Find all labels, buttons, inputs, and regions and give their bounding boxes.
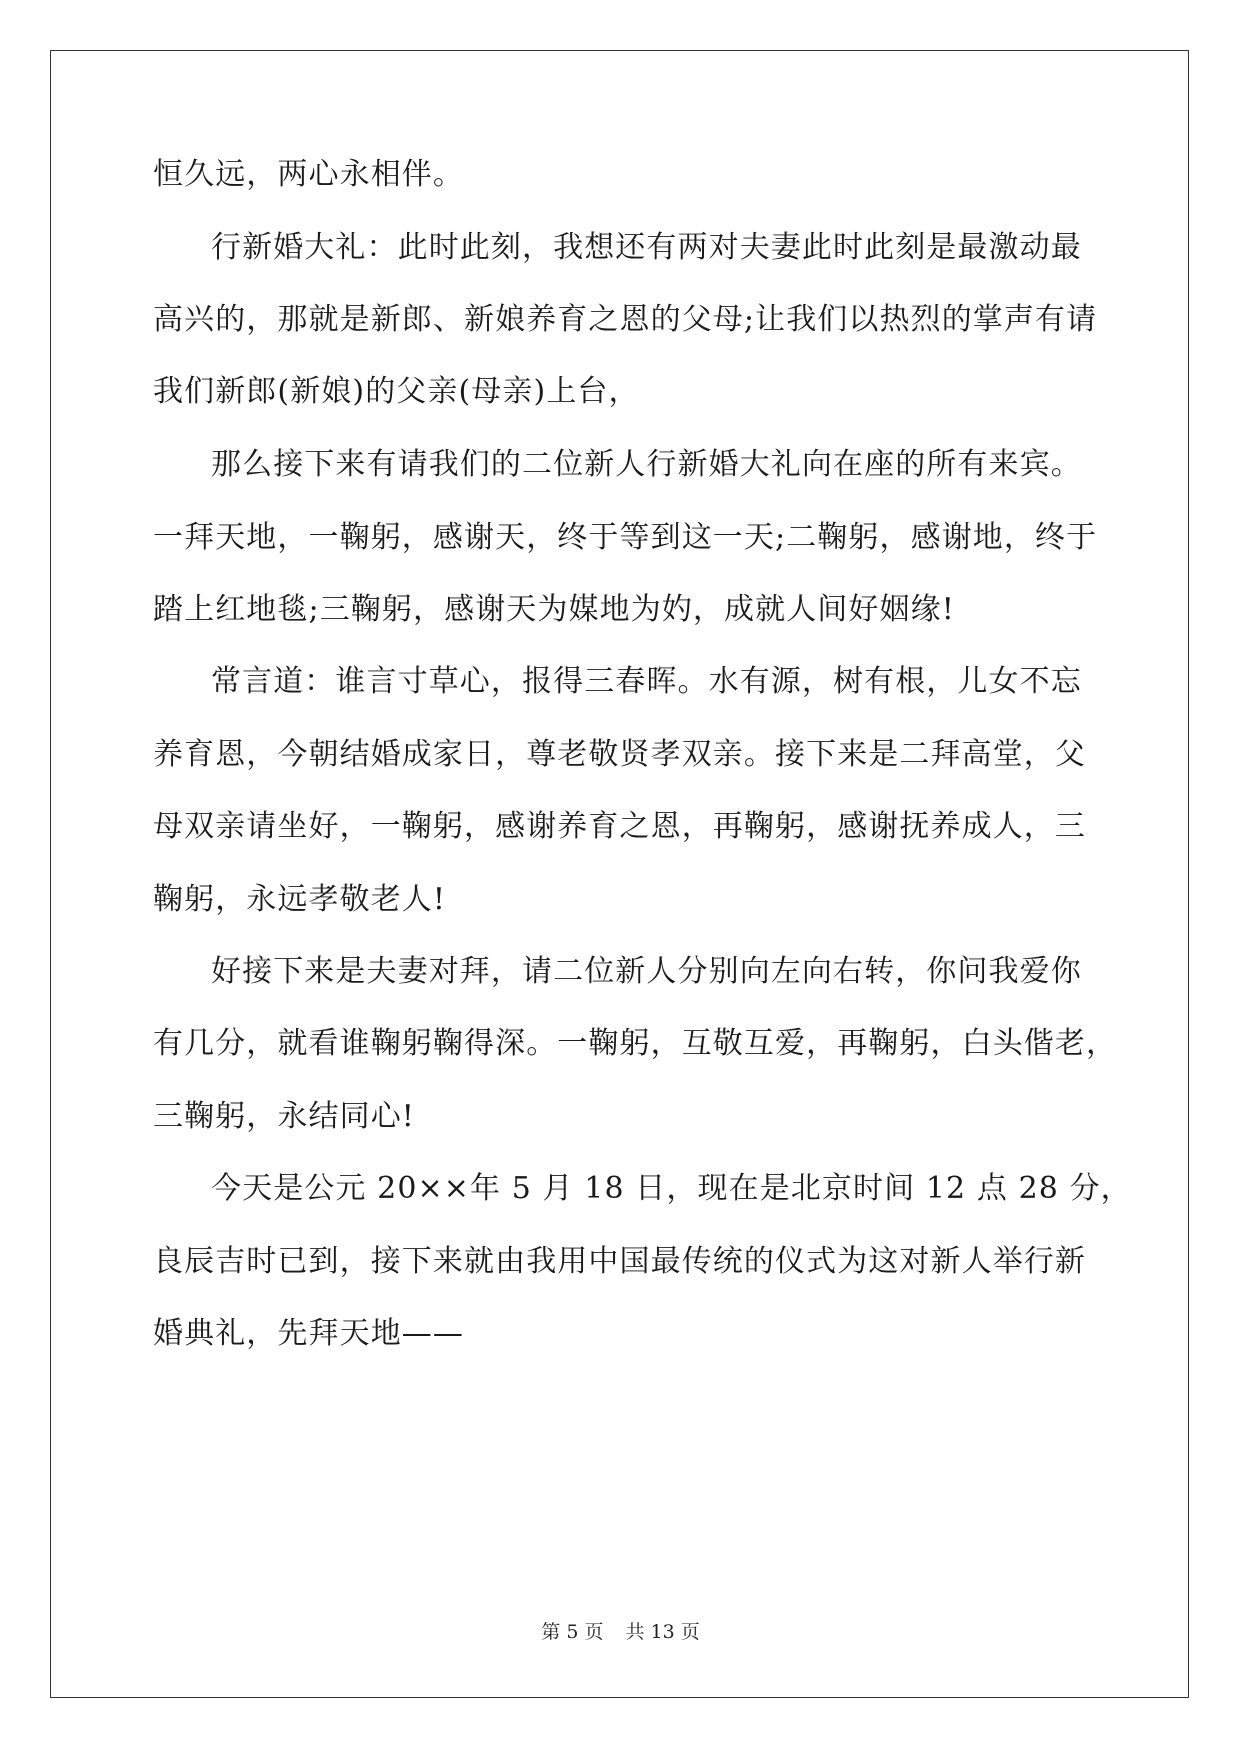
paragraph-first-line: 今天是公元 20××年 5 月 18 日，现在是北京时间 12 点 28 分， [211, 1171, 1132, 1206]
text-line: 高兴的，那就是新郎、新娘养育之恩的父母;让我们以热烈的掌声有请 [153, 302, 1098, 337]
text-line: 一拜天地，一鞠躬，感谢天，终于等到这一天;二鞠躬，感谢地，终于 [153, 520, 1098, 555]
paragraph-first-line: 行新婚大礼：此时此刻，我想还有两对夫妻此时此刻是最激动最 [211, 230, 1082, 265]
text-line: 有几分，就看谁鞠躬鞠得深。一鞠躬，互敬互爱，再鞠躬，白头偕老， [153, 1026, 1118, 1061]
page-number: 第 5 页 [541, 1621, 604, 1643]
text-line: 鞠躬，永远孝敬老人! [153, 882, 447, 917]
text-line: 踏上红地毯;三鞠躬，感谢天为媒地为妁，成就人间好姻缘! [153, 592, 955, 627]
page-footer [0, 1622, 1241, 1642]
text-line: 恒久远，两心永相伴。 [153, 157, 464, 192]
text-line: 养育恩，今朝结婚成家日，尊老敬贤孝双亲。接下来是二拜高堂，父 [153, 737, 1086, 772]
page-border [50, 50, 1189, 1698]
paragraph-first-line: 好接下来是夫妻对拜，请二位新人分别向左向右转，你问我爱你 [211, 954, 1082, 989]
paragraph-first-line: 那么接下来有请我们的二位新人行新婚大礼向在座的所有来宾。 [211, 447, 1082, 482]
text-line: 三鞠躬，永结同心! [153, 1099, 415, 1134]
text-line: 良辰吉时已到，接下来就由我用中国最传统的仪式为这对新人举行新 [153, 1244, 1086, 1279]
text-line: 我们新郎(新娘)的父亲(母亲)上台， [153, 374, 640, 409]
text-line: 母双亲请坐好，一鞠躬，感谢养育之恩，再鞠躬，感谢抚养成人，三 [153, 809, 1086, 844]
page-total: 共 13 页 [625, 1621, 700, 1643]
paragraph-first-line: 常言道：谁言寸草心，报得三春晖。水有源，树有根，儿女不忘 [211, 664, 1082, 699]
text-line: 婚典礼，先拜天地—— [153, 1316, 464, 1351]
